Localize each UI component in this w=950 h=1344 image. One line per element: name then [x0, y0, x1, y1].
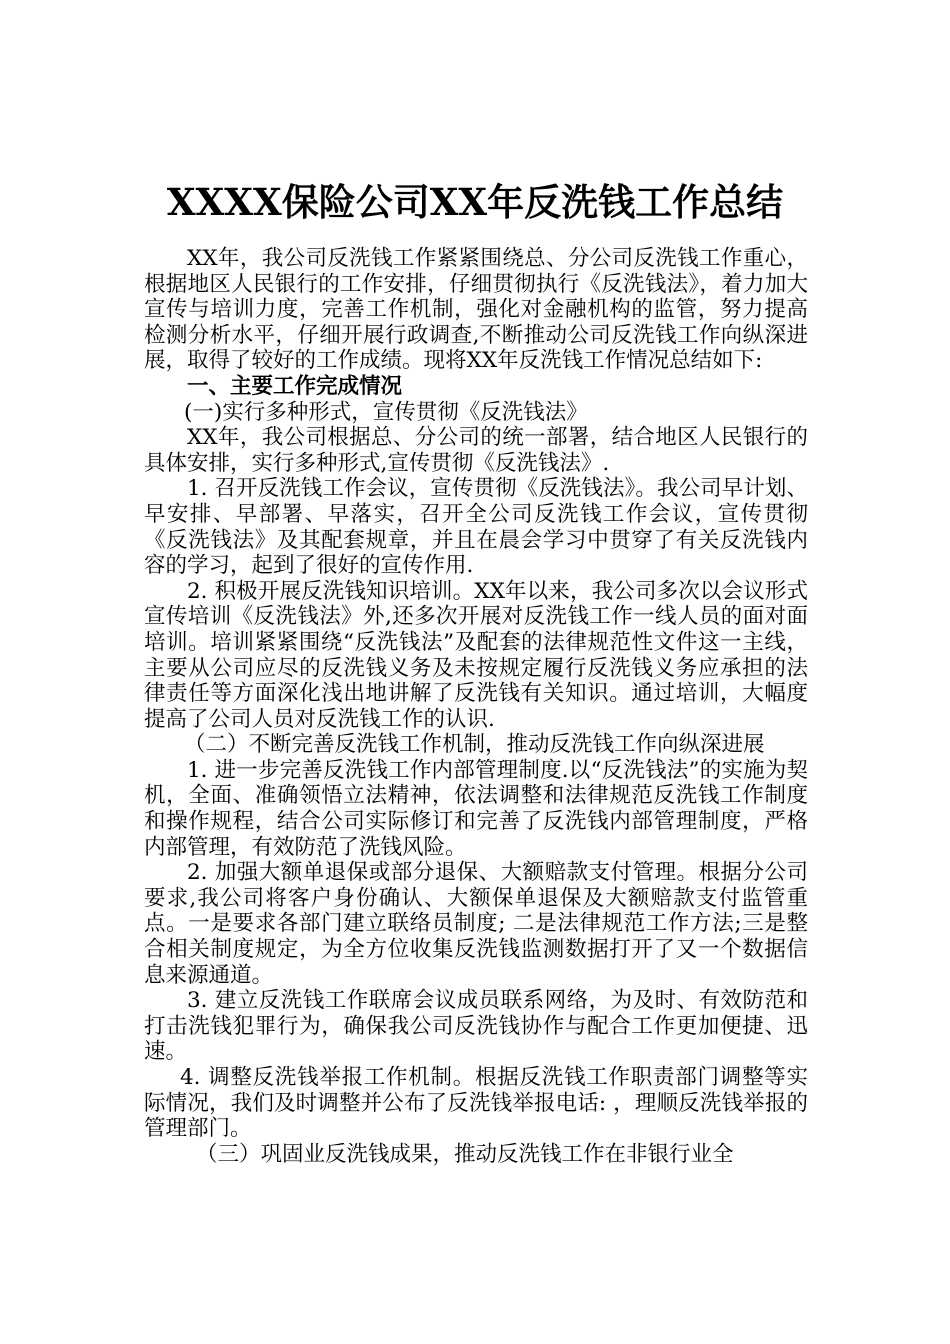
section-heading-1: 一、主要工作完成情况 [187, 373, 403, 399]
paragraph-item-2: 2. 积极开展反洗钱知识培训。XX年以来，我公司多次以会议形式宣传培训《反洗钱法》外,还多次开展对反洗钱工作一线人员的面对面培训。培训紧紧围绕“反洗钱法”及配套的法律规范性文件这一主线，主要从公司应尽的反洗钱义务及未按规定履行反洗钱义务应承担的法律责任等方面深化浅出地讲解了反洗钱有关知识。通过培训，大幅度提高了公司人员对反洗钱工作的认识. [144, 578, 808, 732]
paragraph-item-4: 4. 调整反洗钱举报工作机制。根据反洗钱工作职责部门调整等实际情况，我们及时调整并公布了反洗钱举报电话: ，理顺反洗钱举报的管理部门。 [144, 1065, 808, 1142]
paragraph-item-1: 1. 进一步完善反洗钱工作内部管理制度.以“反洗钱法”的实施为契机，全面、准确领悟立法精神，依法调整和法律规范反洗钱工作制度和操作规程，结合公司实际修订和完善了反洗钱内部管理制度，严格内部管理，有效防范了洗钱风险。 [144, 757, 808, 860]
document-title: XXXX保险公司XX年反洗钱工作总结 [166, 180, 784, 224]
paragraph-item-2: 2. 加强大额单退保或部分退保、大额赔款支付管理。根据分公司要求,我公司将客户身份确认、大额保单退保及大额赔款支付监管重点。一是要求各部门建立联络员制度; 二是法律规范工作方法;三是整合相关制度规定，为全方位收集反洗钱监测数据打开了又一个数据信息来源通道。 [144, 860, 808, 988]
document-body [144, 246, 808, 1167]
paragraph: XX年，我公司根据总、分公司的统一部署，结合地区人民银行的具体安排，实行多种形式,宣传贯彻《反洗钱法》. [144, 425, 808, 476]
subsection-heading-1: (一)实行多种形式，宣传贯彻《反洗钱法》 [184, 399, 588, 425]
subsection-heading-3: （三）巩固业反洗钱成果，推动反洗钱工作在非银行业全 [196, 1141, 734, 1167]
paragraph-item-3: 3. 建立反洗钱工作联席会议成员联系网络，为及时、有效防范和打击洗钱犯罪行为，确保我公司反洗钱协作与配合工作更加便捷、迅速。 [144, 988, 808, 1065]
paragraph-item-1: 1. 召开反洗钱工作会议，宣传贯彻《反洗钱法》。我公司早计划、早安排、早部署、早落实，召开全公司反洗钱工作会议，宣传贯彻《反洗钱法》及其配套规章，并且在晨会学习中贯穿了有关反洗钱内容的学习，起到了很好的宣传作用. [144, 476, 808, 579]
subsection-heading-2: （二）不断完善反洗钱工作机制，推动反洗钱工作向纵深进展 [184, 732, 765, 758]
paragraph-intro: XX年，我公司反洗钱工作紧紧围绕总、分公司反洗钱工作重心，根据地区人民银行的工作安排，仔细贯彻执行《反洗钱法》，着力加大宣传与培训力度，完善工作机制，强化对金融机构的监管，努力提高检测分析水平，仔细开展行政调查,不断推动公司反洗钱工作向纵深进展，取得了较好的工作成绩。现将XX年反洗钱工作情况总结如下: [144, 246, 808, 374]
